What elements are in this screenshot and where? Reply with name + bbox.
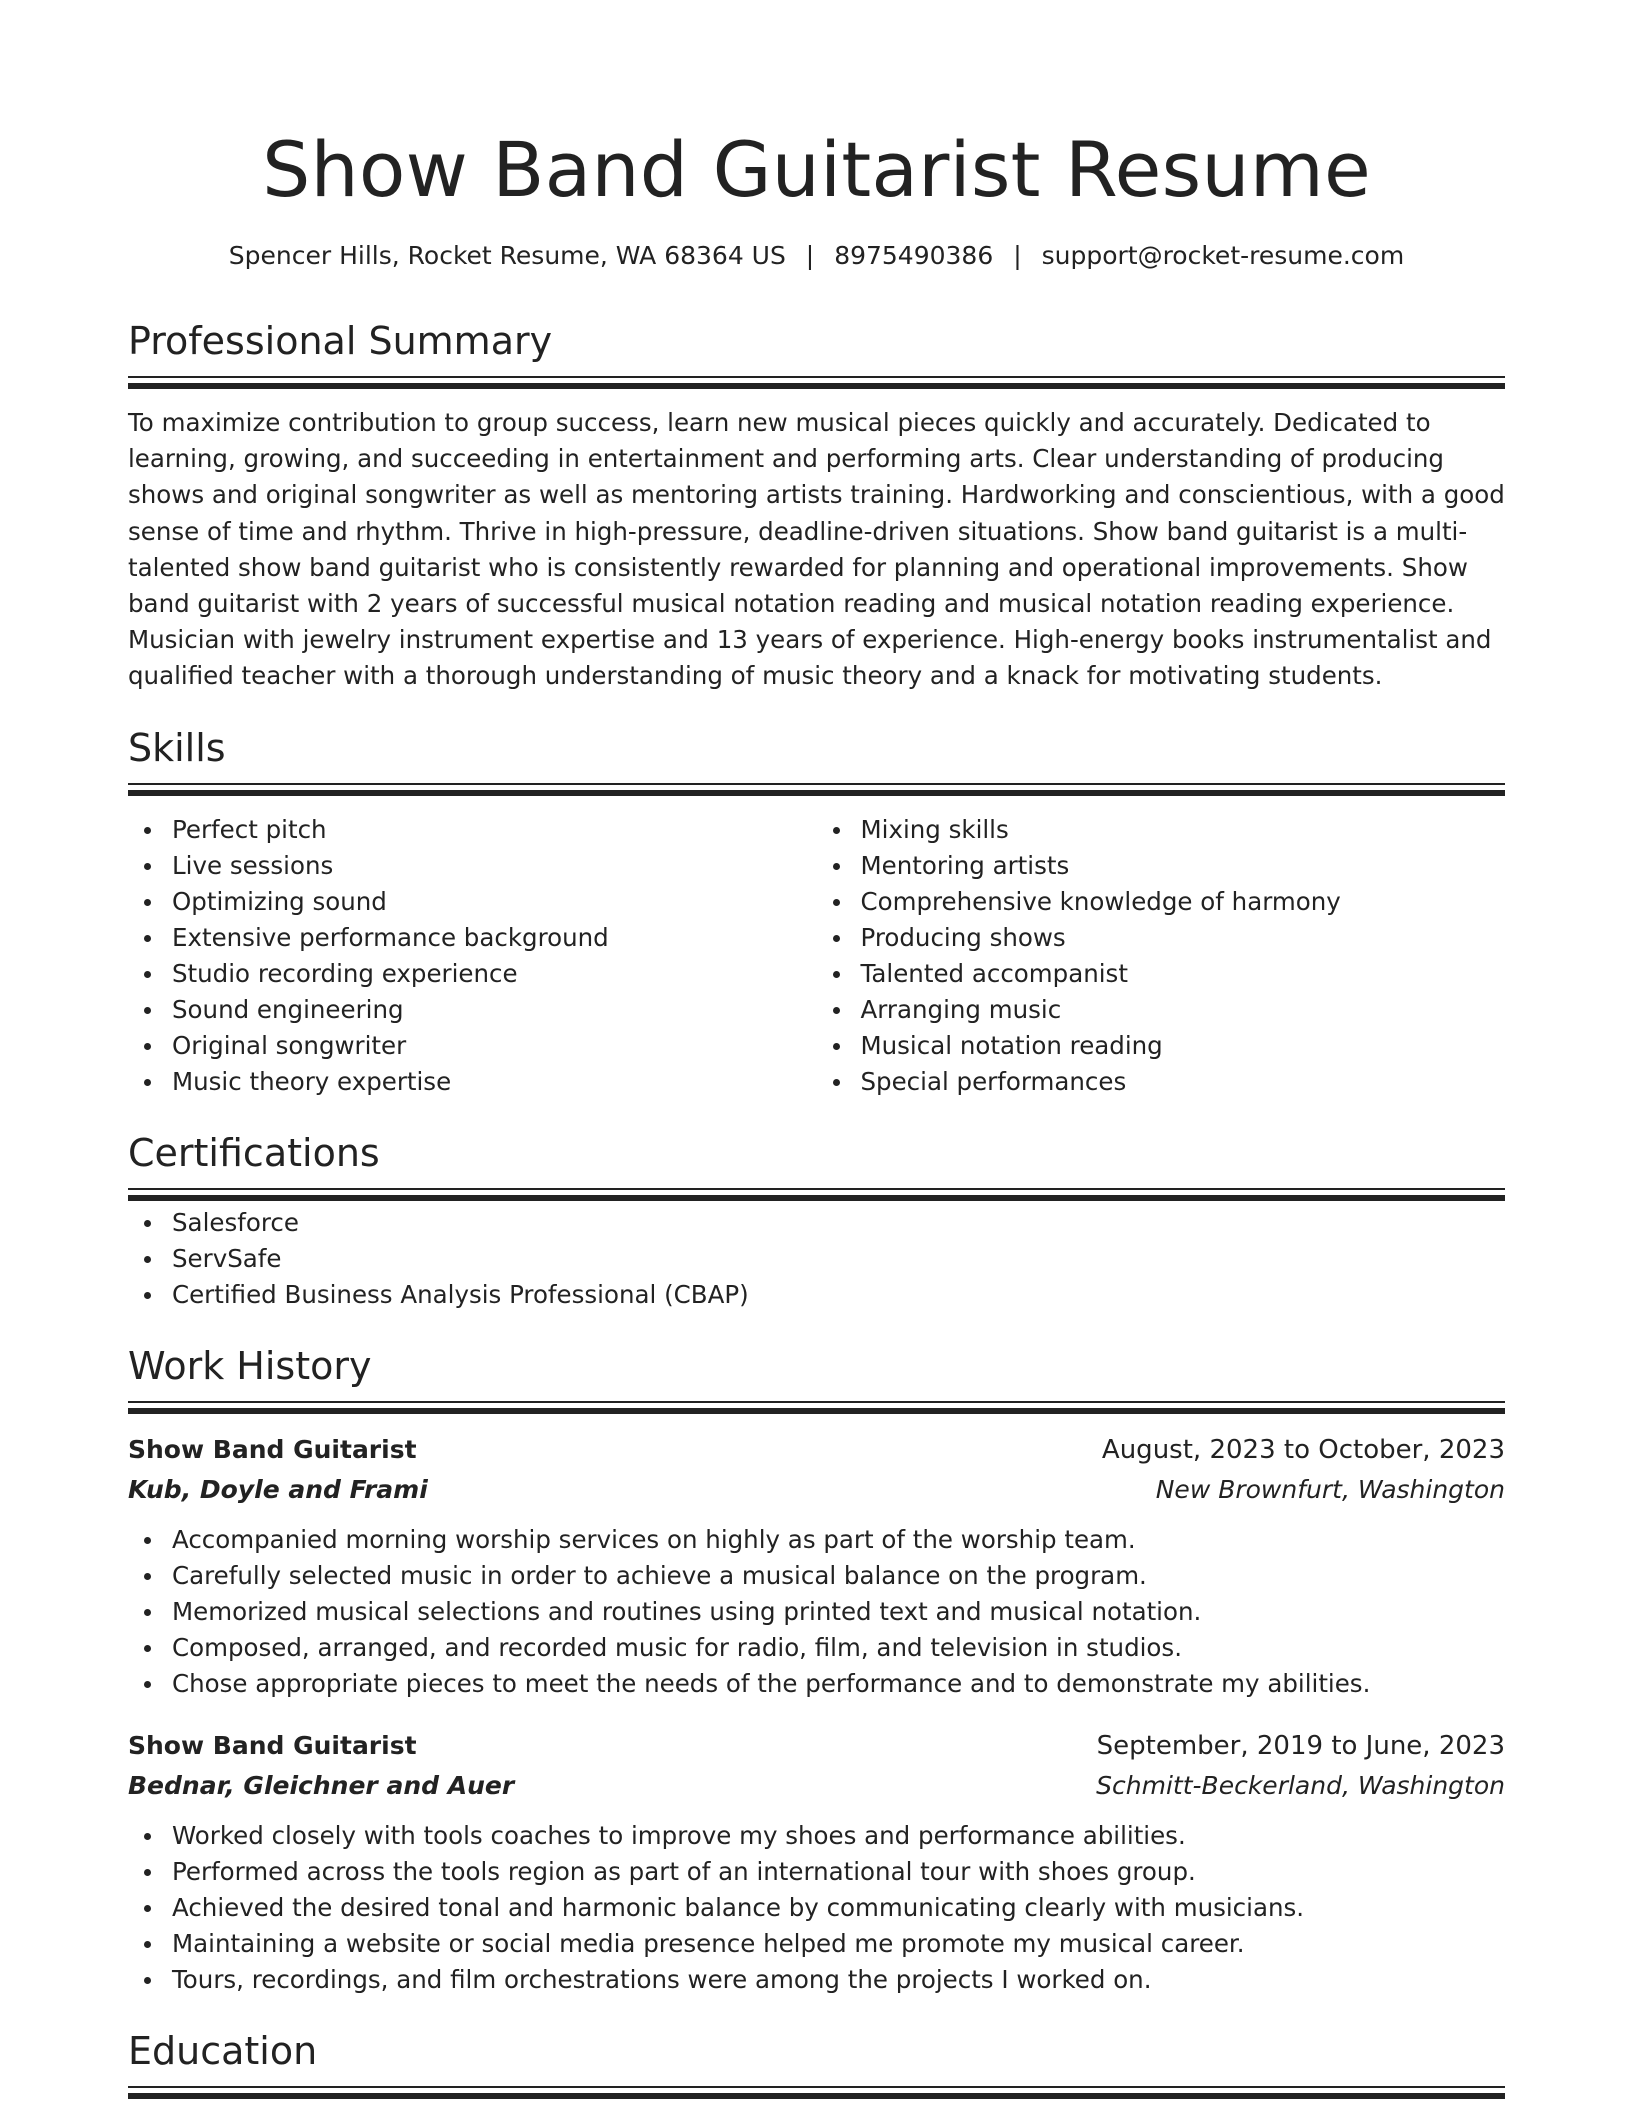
skill-item: Music theory expertise [128, 1064, 817, 1100]
skill-item: Optimizing sound [128, 884, 817, 920]
job-entry [128, 1430, 1505, 1702]
skill-item: Mixing skills [817, 812, 1506, 848]
section-heading-summary: Professional Summary [128, 319, 553, 363]
job-title: Show Band Guitarist [128, 1730, 417, 1760]
section-divider [128, 1188, 1505, 1205]
certifications-section [128, 1128, 1505, 1313]
summary-section [128, 316, 1505, 695]
job-company: Kub, Doyle and Frami [128, 1474, 428, 1504]
job-duty-item: Tours, recordings, and film orchestrations were among the projects I worked on. [128, 1962, 1505, 1998]
skill-item: Extensive performance background [128, 920, 817, 956]
summary-text: To maximize contribution to group success, learn new musical pieces quickly and accurately. Dedicated to learning, growing, and succeeding in entertainment and performing arts. Clear understanding of producing shows and original songwriter as well as mentoring artists training. Hardworking and conscientious, with a good sense of time and rhythm. Thrive in high-pressure, deadline-driven situations. Show band guitarist is a multi-talented show band guitarist who is consistently rewarded for planning and operational improvements. Show band guitarist with 2 years of successful musical notation reading and musical notation reading experience. Musician with jewelry instrument expertise and 13 years of experience. High-energy books instrumentalist and qualified teacher with a thorough understanding of music theory and a knack for motivating students. [128, 408, 1505, 691]
job-title: Show Band Guitarist [128, 1434, 417, 1464]
job-location: Schmitt-Beckerland, Washington [1096, 1770, 1505, 1800]
job-location: New Brownfurt, Washington [1155, 1474, 1505, 1504]
skill-item: Arranging music [817, 992, 1506, 1028]
skills-section [128, 723, 1505, 1100]
skill-item: Perfect pitch [128, 812, 817, 848]
skill-item: Comprehensive knowledge of harmony [817, 884, 1506, 920]
job-subheader [128, 1470, 1505, 1510]
job-duty-item: Performed across the tools region as part of an international tour with shoes group. [128, 1854, 1505, 1890]
certification-item: Salesforce [128, 1205, 1505, 1241]
job-dates: August, 2023 to October, 2023 [1101, 1434, 1505, 1465]
section-heading-work-history: Work History [128, 1343, 372, 1388]
certifications-list [128, 1205, 1505, 1313]
job-duty-item: Chose appropriate pieces to meet the needs of the performance and to demonstrate my abilities. [128, 1666, 1505, 1702]
job-entry [128, 1726, 1505, 1998]
job-duties-list [128, 1522, 1505, 1702]
job-duties-list [128, 1818, 1505, 1998]
job-duty-item: Achieved the desired tonal and harmonic balance by communicating clearly with musicians. [128, 1890, 1505, 1926]
section-heading-education: Education [128, 2028, 318, 2073]
skill-item: Musical notation reading [817, 1028, 1506, 1064]
page-title: Show Band Guitarist Resume [262, 125, 1371, 214]
skill-item: Talented accompanist [817, 956, 1506, 992]
section-divider [128, 1401, 1505, 1418]
skill-item: Sound engineering [128, 992, 817, 1028]
job-company: Bednar, Gleichner and Auer [128, 1770, 515, 1800]
contact-email: support@rocket-resume.com [1041, 241, 1405, 270]
section-divider [128, 376, 1505, 393]
section-heading-certifications: Certifications [128, 1130, 380, 1175]
contact-separator: | [805, 241, 815, 270]
section-divider [128, 2086, 1505, 2103]
section-heading-skills: Skills [128, 725, 226, 770]
contact-info [128, 238, 1505, 274]
section-divider [128, 783, 1505, 800]
job-duty-item: Memorized musical selections and routines using printed text and musical notation. [128, 1594, 1505, 1630]
skill-item: Producing shows [817, 920, 1506, 956]
job-duty-item: Carefully selected music in order to achieve a musical balance on the program. [128, 1558, 1505, 1594]
contact-separator: | [1013, 241, 1022, 270]
job-duty-item: Composed, arranged, and recorded music for radio, film, and television in studios. [128, 1630, 1505, 1666]
skill-item: Studio recording experience [128, 956, 817, 992]
contact-phone: 8975490386 [834, 241, 994, 270]
job-duty-item: Accompanied morning worship services on highly as part of the worship team. [128, 1522, 1505, 1558]
job-header [128, 1726, 1505, 1766]
work-history-section [128, 1341, 1505, 1998]
job-subheader [128, 1766, 1505, 1806]
job-dates: September, 2019 to June, 2023 [1096, 1730, 1505, 1761]
skills-list-right [817, 812, 1506, 1100]
job-header [128, 1430, 1505, 1470]
skill-item: Live sessions [128, 848, 817, 884]
skill-item: Mentoring artists [817, 848, 1506, 884]
job-duty-item: Maintaining a website or social media presence helped me promote my musical career. [128, 1926, 1505, 1962]
contact-address: Spencer Hills, Rocket Resume, WA 68364 US [228, 241, 786, 270]
education-section [128, 2026, 1505, 2103]
certification-item: ServSafe [128, 1241, 1505, 1277]
skill-item: Special performances [817, 1064, 1506, 1100]
skills-grid [128, 812, 1505, 1100]
job-duty-item: Worked closely with tools coaches to improve my shoes and performance abilities. [128, 1818, 1505, 1854]
certification-item: Certified Business Analysis Professional (CBAP) [128, 1277, 1505, 1313]
skills-list-left [128, 812, 817, 1100]
skill-item: Original songwriter [128, 1028, 817, 1064]
